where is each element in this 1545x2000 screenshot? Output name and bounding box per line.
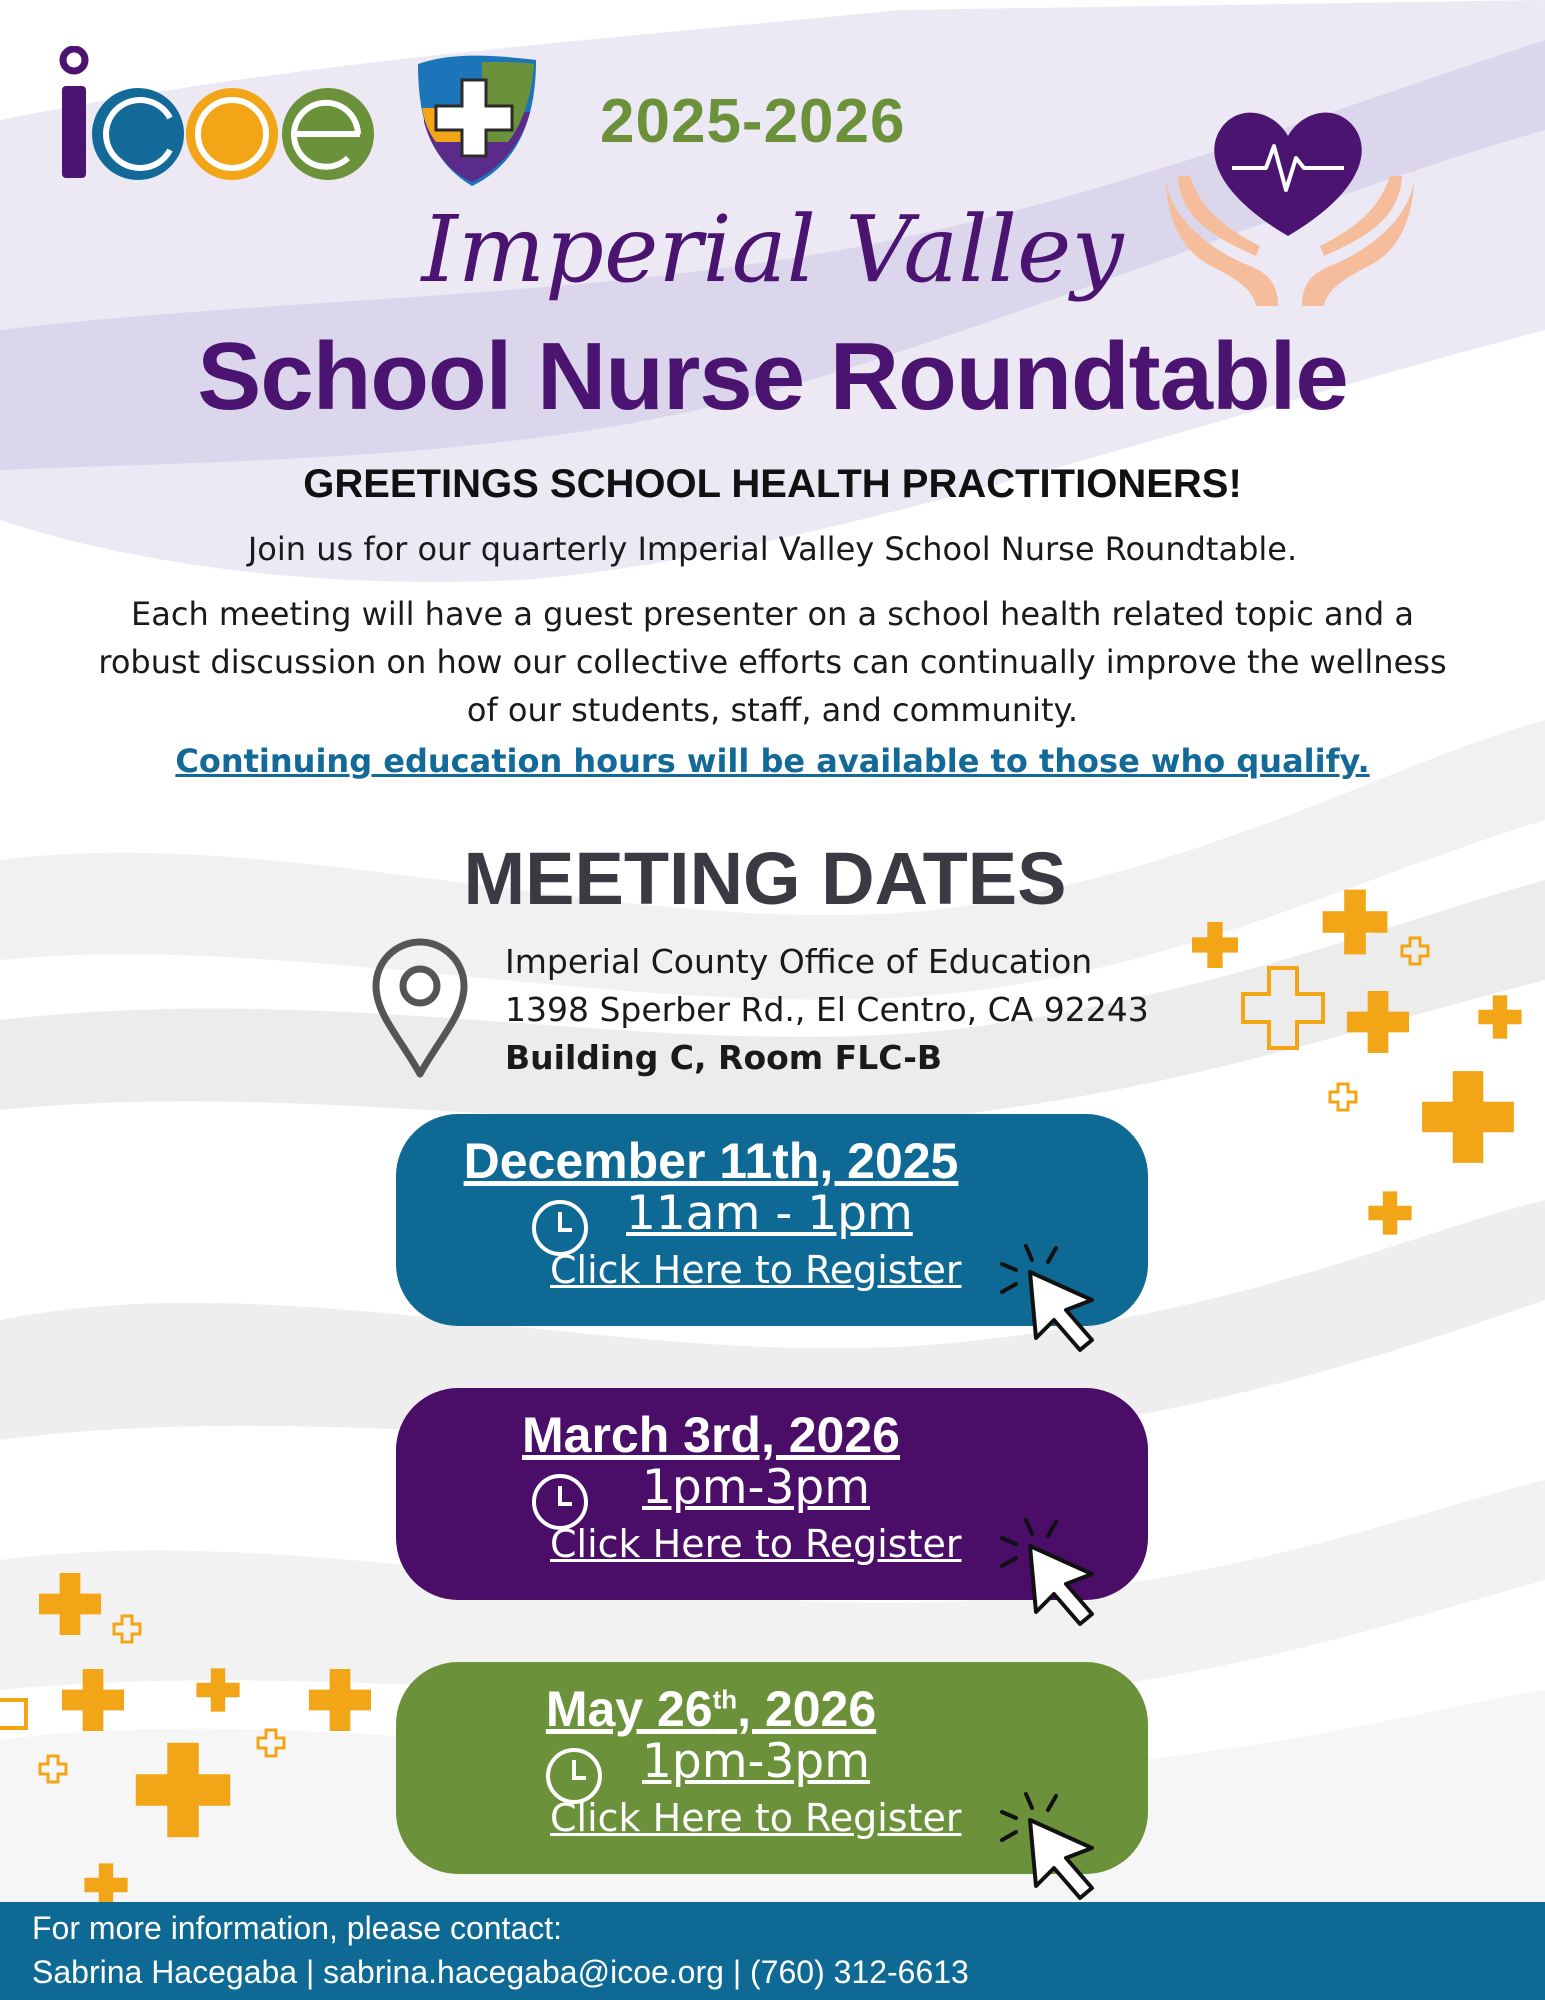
greeting-heading: GREETINGS SCHOOL HEALTH PRACTITIONERS!: [303, 462, 1242, 506]
contact-footer: [0, 1902, 1545, 2000]
meeting-time: 1pm-3pm: [642, 1460, 871, 1515]
meeting-time: 11am - 1pm: [626, 1186, 913, 1241]
location-address: [505, 938, 1149, 1082]
address-line-1: Imperial County Office of Education: [505, 942, 1093, 981]
description-text: Each meeting will have a guest presenter on a school health related topic and a robust discussion on how our collective efforts can continually improve the wellness of our students, staff, and community.: [98, 595, 1447, 729]
meeting-dates-heading: MEETING DATES: [463, 837, 1067, 920]
register-link[interactable]: Click Here to Register: [550, 1796, 962, 1840]
meeting-date-year: , 2026: [737, 1681, 877, 1737]
title-line-1: Imperial Valley: [421, 196, 1124, 303]
title-line-2: School Nurse Roundtable: [197, 323, 1348, 430]
cursor-click-icon: [996, 1242, 1106, 1362]
meeting-card-1: [396, 1114, 1148, 1326]
cursor-click-icon: [996, 1790, 1106, 1910]
cursor-click-icon: [996, 1516, 1106, 1636]
meeting-card-2: [396, 1388, 1148, 1600]
meeting-date-day: May 26: [545, 1681, 713, 1737]
intro-text: Join us for our quarterly Imperial Valley School Nurse Roundtable.: [247, 530, 1298, 568]
meeting-date-suffix: th: [712, 1684, 738, 1715]
icoe-logo: [52, 46, 388, 186]
meeting-date: December 11th, 2025: [463, 1133, 959, 1189]
address-line-2: 1398 Sperber Rd., El Centro, CA 92243: [505, 990, 1149, 1029]
meeting-time: 1pm-3pm: [642, 1734, 871, 1789]
meeting-date: March 3rd, 2026: [522, 1407, 900, 1463]
register-link[interactable]: Click Here to Register: [550, 1522, 962, 1566]
year-range: 2025-2026: [600, 87, 906, 156]
contact-details: Sabrina Hacegaba | sabrina.hacegaba@icoe.org | (760) 312-6613: [32, 1954, 969, 1990]
address-line-3: Building C, Room FLC-B: [505, 1038, 943, 1077]
continuing-education-link[interactable]: Continuing education hours will be available to those who qualify.: [175, 742, 1370, 780]
register-link[interactable]: Click Here to Register: [550, 1248, 962, 1292]
meeting-date: [396, 1680, 1026, 1738]
location-pin-icon: [370, 938, 470, 1080]
contact-heading: For more information, please contact:: [32, 1910, 563, 1946]
meeting-card-3: [396, 1662, 1148, 1874]
shield-cross-logo: [412, 52, 542, 188]
